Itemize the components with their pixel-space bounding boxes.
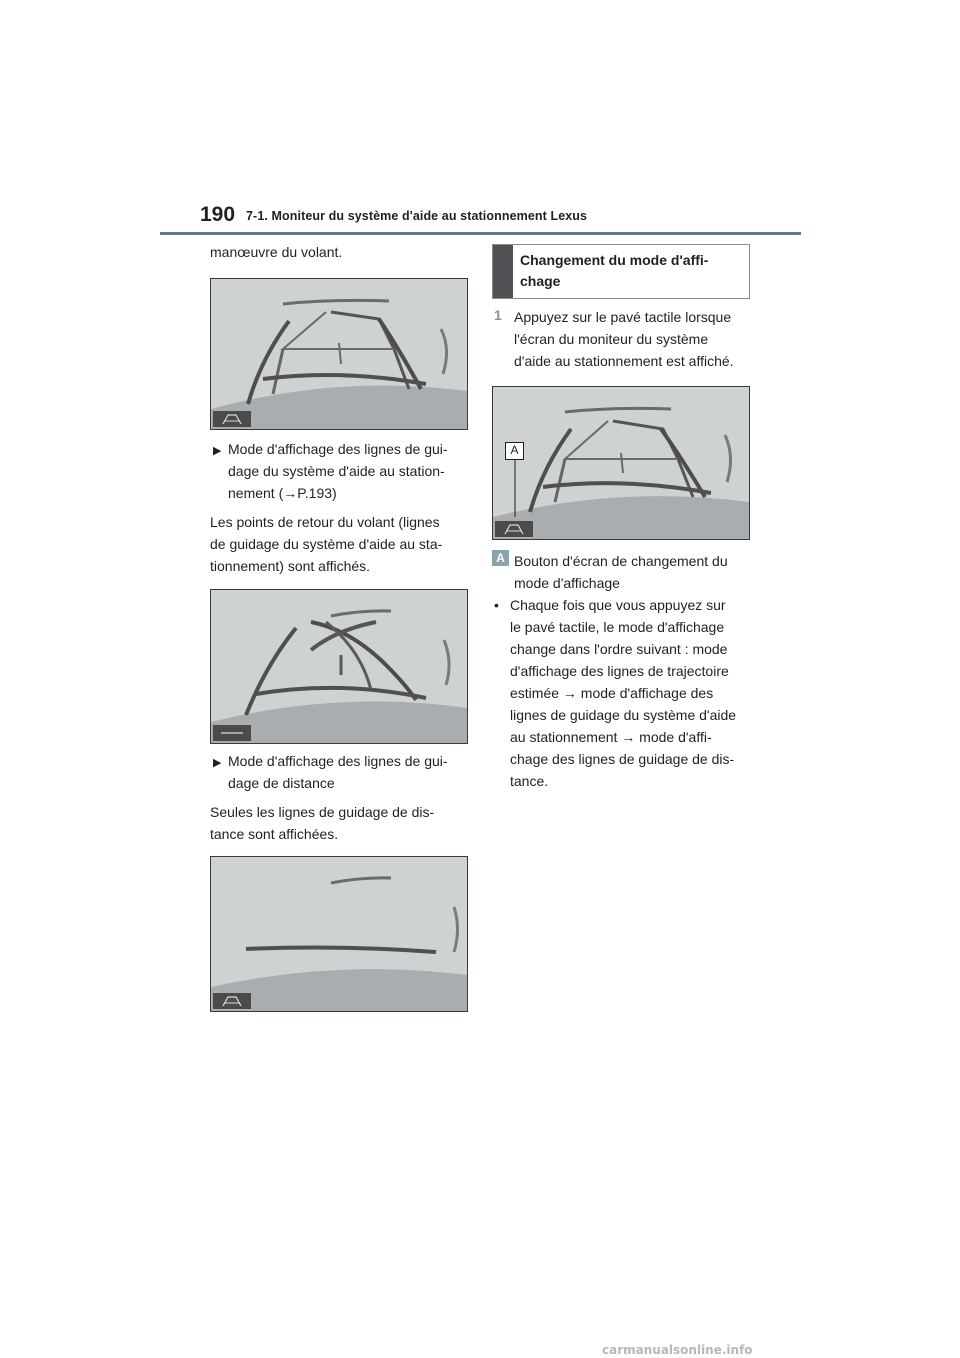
note-line: Chaque fois que vous appuyez sur xyxy=(510,597,726,613)
display-mode-button[interactable] xyxy=(213,993,251,1009)
paragraph-line: Les points de retour du volant (lignes xyxy=(210,514,440,530)
section-title: 7-1. Moniteur du système d'aide au stationnement Lexus xyxy=(246,209,588,223)
camera-screen-return-points xyxy=(210,589,468,744)
note-line: estimée → mode d'affichage des xyxy=(510,685,714,701)
step-number: 1 xyxy=(494,307,502,323)
intro-fragment: manœuvre du volant. xyxy=(210,244,343,260)
bullet-marker: ▶ xyxy=(213,445,222,457)
note-line: change dans l'ordre suivant : mode xyxy=(510,641,728,657)
paragraph-line: de guidage du système d'aide au sta- xyxy=(210,536,443,552)
heading-line: chage xyxy=(520,273,561,289)
display-mode-button[interactable] xyxy=(213,725,251,741)
camera-screen-callout xyxy=(492,386,750,540)
legend-line: mode d'affichage xyxy=(514,575,620,591)
note-line: tance. xyxy=(510,773,549,789)
display-mode-button[interactable] xyxy=(495,521,533,537)
heading-line: Changement du mode d'affi- xyxy=(520,252,709,268)
legend-label: A xyxy=(492,550,509,566)
page-number: 190 xyxy=(200,203,236,226)
camera-screen-distance-lines xyxy=(210,856,468,1012)
section-heading xyxy=(520,250,742,292)
callout-label: A xyxy=(505,442,524,460)
step-line: l'écran du moniteur du système xyxy=(514,331,709,347)
section-heading-box xyxy=(492,244,750,299)
display-mode-button[interactable] xyxy=(213,411,251,427)
note-line: lignes de guidage du système d'aide xyxy=(510,707,737,723)
heading-accent-bar xyxy=(493,245,513,298)
bullet-line: nement (→P.193) xyxy=(228,485,337,501)
note-marker: • xyxy=(494,597,499,613)
bullet-marker: ▶ xyxy=(213,757,222,769)
bullet-line: dage du système d'aide au station- xyxy=(228,463,445,479)
footer-watermark: carmanualsonline.info xyxy=(602,1343,753,1357)
bullet-line: dage de distance xyxy=(228,775,335,791)
legend-line: Bouton d'écran de changement du xyxy=(514,553,728,569)
note-line: chage des lignes de guidage de dis- xyxy=(510,751,735,767)
paragraph-line: Seules les lignes de guidage de dis- xyxy=(210,804,435,820)
camera-screen-parking-assist xyxy=(210,278,468,430)
paragraph-line: tance sont affichées. xyxy=(210,826,339,842)
note-line: le pavé tactile, le mode d'affichage xyxy=(510,619,725,635)
note-line: d'affichage des lignes de trajectoire xyxy=(510,663,729,679)
paragraph-line: tionnement) sont affichés. xyxy=(210,558,371,574)
header-divider xyxy=(160,232,801,235)
step-line: Appuyez sur le pavé tactile lorsque xyxy=(514,309,732,325)
bullet-line: Mode d'affichage des lignes de gui- xyxy=(228,753,448,769)
bullet-line: Mode d'affichage des lignes de gui- xyxy=(228,441,448,457)
step-line: d'aide au stationnement est affiché. xyxy=(514,353,734,369)
note-line: au stationnement → mode d'affi- xyxy=(510,729,712,745)
